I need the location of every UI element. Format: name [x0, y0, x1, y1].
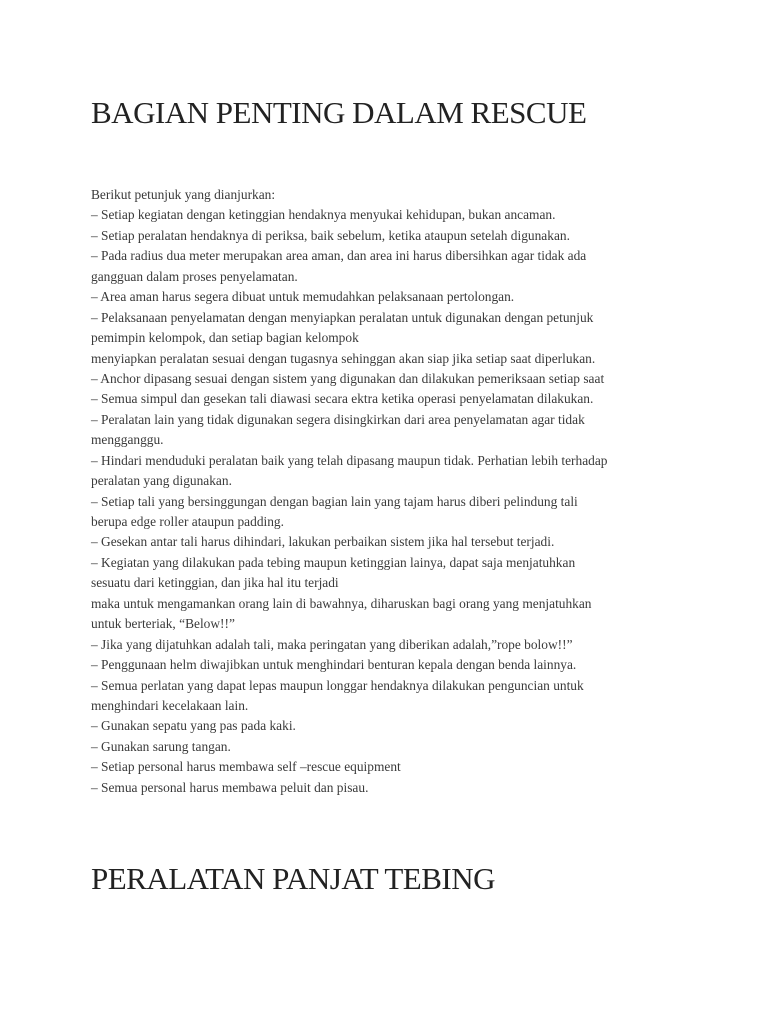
body-text-line: Berikut petunjuk yang dianjurkan: — [91, 187, 276, 202]
body-text-line: – Setiap peralatan hendaknya di periksa, baik sebelum, ketika ataupun setelah digunakan. — [91, 227, 570, 243]
body-text-line: – Pada radius dua meter merupakan area aman, dan area ini harus dibersihkan agar tidak ada — [91, 248, 587, 264]
body-text-line: – Anchor dipasang sesuai dengan sistem yang digunakan dan dilakukan pemeriksaan setiap saat — [91, 370, 605, 386]
body-text-line: – Setiap kegiatan dengan ketinggian hendaknya menyukai kehidupan, bukan ancaman. — [91, 207, 556, 223]
body-text-line: – Setiap personal harus membawa self –rescue equipment — [91, 759, 401, 775]
body-text-line: – Semua perlatan yang dapat lepas maupun longgar hendaknya dilakukan penguncian untuk — [91, 677, 584, 693]
body-text-line: – Gunakan sepatu yang pas pada kaki. — [91, 718, 296, 734]
body-text-line: untuk berteriak, “Below!!” — [91, 616, 235, 632]
section-heading-rescue: BAGIAN PENTING DALAM RESCUE — [91, 95, 587, 130]
body-text-line: – Gunakan sarung tangan. — [91, 738, 231, 754]
body-text-line: peralatan yang digunakan. — [91, 473, 232, 489]
body-text-line: – Hindari menduduki peralatan baik yang telah dipasang maupun tidak. Perhatian lebih terhadap — [91, 452, 608, 468]
body-text-line: – Setiap tali yang bersinggungan dengan bagian lain yang tajam harus diberi pelindung tali — [91, 493, 578, 509]
body-text-line: menyiapkan peralatan sesuai dengan tugasnya sehinggan akan siap jika setiap saat diperlukan. — [91, 350, 596, 366]
body-text-line: gangguan dalam proses penyelamatan. — [91, 268, 298, 284]
section-heading-climbing-equipment: PERALATAN PANJAT TEBING — [91, 861, 496, 896]
body-text-line: – Jika yang dijatuhkan adalah tali, maka peringatan yang diberikan adalah,”rope bolow!!” — [91, 636, 573, 652]
body-text-line: – Pelaksanaan penyelamatan dengan menyiapkan peralatan untuk digunakan dengan petunjuk — [91, 309, 594, 325]
body-text-line: berupa edge roller ataupun padding. — [91, 514, 284, 529]
body-text-line: mengganggu. — [91, 432, 164, 448]
body-text-line: maka untuk mengamankan orang lain di bawahnya, diharuskan bagi orang yang menjatuhkan — [91, 595, 592, 611]
body-text-line: – Penggunaan helm diwajibkan untuk menghindari benturan kepala dengan benda lainnya. — [91, 657, 577, 673]
body-text-line: sesuatu dari ketinggian, dan jika hal itu terjadi — [91, 575, 339, 591]
body-text-line: pemimpin kelompok, dan setiap bagian kelompok — [91, 330, 359, 346]
body-text-line: – Kegiatan yang dilakukan pada tebing maupun ketinggian lainya, dapat saja menjatuhkan — [91, 554, 576, 570]
body-text-line: – Semua personal harus membawa peluit dan pisau. — [91, 779, 369, 795]
body-text-line: – Semua simpul dan gesekan tali diawasi secara ektra ketika operasi penyelamatan dilakukan. — [91, 391, 594, 407]
body-text-line: menghindari kecelakaan lain. — [91, 697, 249, 713]
body-text-line: – Gesekan antar tali harus dihindari, lakukan perbaikan sistem jika hal tersebut terjadi. — [91, 534, 555, 550]
guidelines-body — [91, 185, 691, 798]
body-text-line: – Area aman harus segera dibuat untuk memudahkan pelaksanaan pertolongan. — [91, 289, 515, 305]
body-text-line: – Peralatan lain yang tidak digunakan segera disingkirkan dari area penyelamatan agar tidak — [91, 411, 585, 427]
